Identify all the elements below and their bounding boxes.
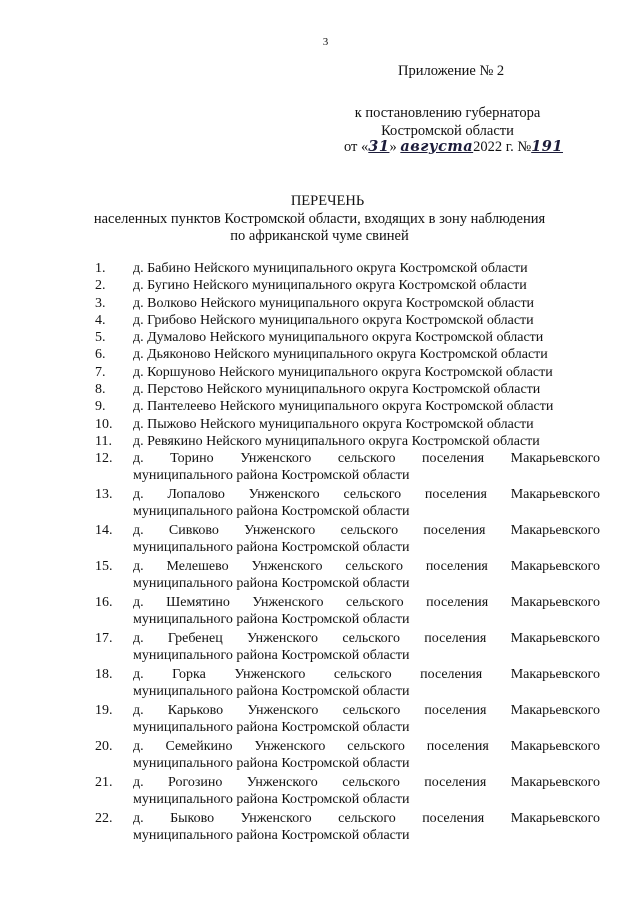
item-number: 7.: [95, 364, 106, 380]
decree-reference: [340, 104, 555, 140]
list-item: [0, 346, 639, 363]
item-text-line-1: д. Мелешево Унженского сельского поселения Макарьевского: [133, 559, 600, 575]
item-number: 10.: [95, 416, 113, 432]
item-number: 1.: [95, 261, 106, 276]
list-item: [0, 522, 639, 558]
item-number: 4.: [95, 312, 106, 328]
item-text-line-2: муниципального района Костромской области: [133, 540, 410, 556]
title-subheading-2: по африканской чуме свиней: [230, 228, 409, 244]
decree-date: [344, 138, 563, 156]
item-text-line-1: д. Гребенец Унженского сельского поселения Макарьевского: [133, 631, 600, 647]
item-text-line-2: муниципального района Костромской области: [133, 612, 410, 628]
handwritten-day: 31: [368, 138, 390, 155]
item-text-line-1: д. Шемятино Унженского сельского поселения Макарьевского: [133, 595, 600, 611]
item-number: 19.: [95, 703, 113, 719]
handwritten-month: августа: [400, 138, 474, 155]
item-number: 13.: [95, 487, 113, 503]
item-number: 3.: [95, 295, 106, 311]
title-heading: ПЕРЕЧЕНЬ: [290, 193, 365, 209]
item-text-line-2: муниципального района Костромской области: [133, 504, 410, 520]
item-number: 22.: [95, 811, 113, 827]
list-item: [0, 329, 639, 346]
item-text: д. Бугино Нейского муниципального округа Костромской области: [133, 278, 527, 294]
list-item: [0, 486, 639, 522]
item-text-line-2: муниципального района Костромской области: [133, 720, 410, 736]
list-item: [0, 738, 639, 774]
item-text-line-2: муниципального района Костромской области: [133, 792, 410, 808]
item-text: д. Бабино Нейского муниципального округа Костромской области: [133, 261, 528, 276]
item-number: 20.: [95, 739, 113, 755]
list-item: [0, 312, 639, 329]
document-title: [0, 193, 639, 246]
item-number: 14.: [95, 523, 113, 539]
item-number: 2.: [95, 278, 106, 294]
date-prefix: от «: [344, 139, 369, 155]
list-item: [0, 398, 639, 415]
item-number: 15.: [95, 559, 113, 575]
item-text-line-1: д. Семейкино Унженского сельского поселения Макарьевского: [133, 739, 600, 755]
item-text: д. Коршуново Нейского муниципального округа Костромской области: [133, 364, 553, 380]
item-text-line-2: муниципального района Костромской области: [133, 648, 410, 664]
item-number: 21.: [95, 775, 113, 791]
item-text: д. Ревякино Нейского муниципального округа Костромской области: [133, 433, 540, 449]
decree-line-1: к постановлению губернатора: [354, 105, 541, 121]
item-text-line-2: муниципального района Костромской области: [133, 684, 410, 700]
item-text-line-1: д. Сивково Унженского сельского поселения Макарьевского: [133, 523, 600, 539]
list-item: [0, 416, 639, 433]
item-number: 11.: [95, 433, 112, 449]
list-item: [0, 364, 639, 381]
item-text-line-1: д. Торино Унженского сельского поселения Макарьевского: [133, 451, 600, 467]
list-item: [0, 594, 639, 630]
list-item: [0, 295, 639, 312]
list-item: [0, 702, 639, 738]
item-text: д. Пантелеево Нейского муниципального округа Костромской области: [133, 399, 554, 415]
list-item: [0, 277, 639, 294]
list-item: [0, 774, 639, 810]
item-text-line-1: д. Карьково Унженского сельского поселения Макарьевского: [133, 703, 600, 719]
title-subheading-1: населенных пунктов Костромской области, входящих в зону наблюдения: [93, 210, 546, 227]
list-item: [0, 630, 639, 666]
handwritten-number: 191: [531, 138, 563, 155]
item-text: д. Грибово Нейского муниципального округа Костромской области: [133, 312, 534, 328]
item-text-line-2: муниципального района Костромской области: [133, 576, 410, 592]
item-text-line-1: д. Лопалово Унженского сельского поселения Макарьевского: [133, 487, 600, 503]
item-number: 12.: [95, 451, 113, 467]
item-text-line-1: д. Рогозино Унженского сельского поселения Макарьевского: [133, 775, 600, 791]
item-number: 6.: [95, 347, 106, 363]
item-number: 16.: [95, 595, 113, 611]
item-number: 9.: [95, 399, 106, 415]
item-number: 5.: [95, 330, 106, 346]
decree-line-2: Костромской области: [381, 123, 514, 139]
item-text: д. Дьяконово Нейского муниципального округа Костромской области: [133, 347, 548, 363]
item-text-line-2: муниципального района Костромской области: [133, 468, 410, 484]
list-item: [0, 433, 639, 450]
item-text: д. Думалово Нейского муниципального округа Костромской области: [133, 330, 544, 346]
item-text-line-2: муниципального района Костромской области: [133, 828, 410, 844]
date-mid: »: [389, 139, 397, 155]
item-number: 18.: [95, 667, 113, 683]
item-text-line-2: муниципального района Костромской области: [133, 756, 410, 772]
list-item: [0, 381, 639, 398]
list-item: [0, 450, 639, 486]
item-number: 17.: [95, 631, 113, 647]
item-text-line-1: д. Быково Унженского сельского поселения Макарьевского: [133, 811, 600, 827]
item-number: 8.: [95, 382, 106, 398]
item-text: д. Волково Нейского муниципального округа Костромской области: [133, 295, 535, 311]
list-item: [0, 260, 639, 277]
item-text: д. Перстово Нейского муниципального округа Костромской области: [133, 382, 541, 398]
list-item: [0, 558, 639, 594]
appendix-label: Приложение № 2: [398, 63, 505, 79]
item-text-line-1: д. Горка Унженского сельского поселения Макарьевского: [133, 667, 600, 683]
list-item: [0, 810, 639, 846]
settlement-list: [0, 260, 639, 846]
item-text: д. Пыжово Нейского муниципального округа Костромской области: [133, 416, 534, 432]
year-suffix: 2022 г. №: [473, 139, 532, 155]
page-number: 3: [322, 36, 329, 48]
list-item: [0, 666, 639, 702]
